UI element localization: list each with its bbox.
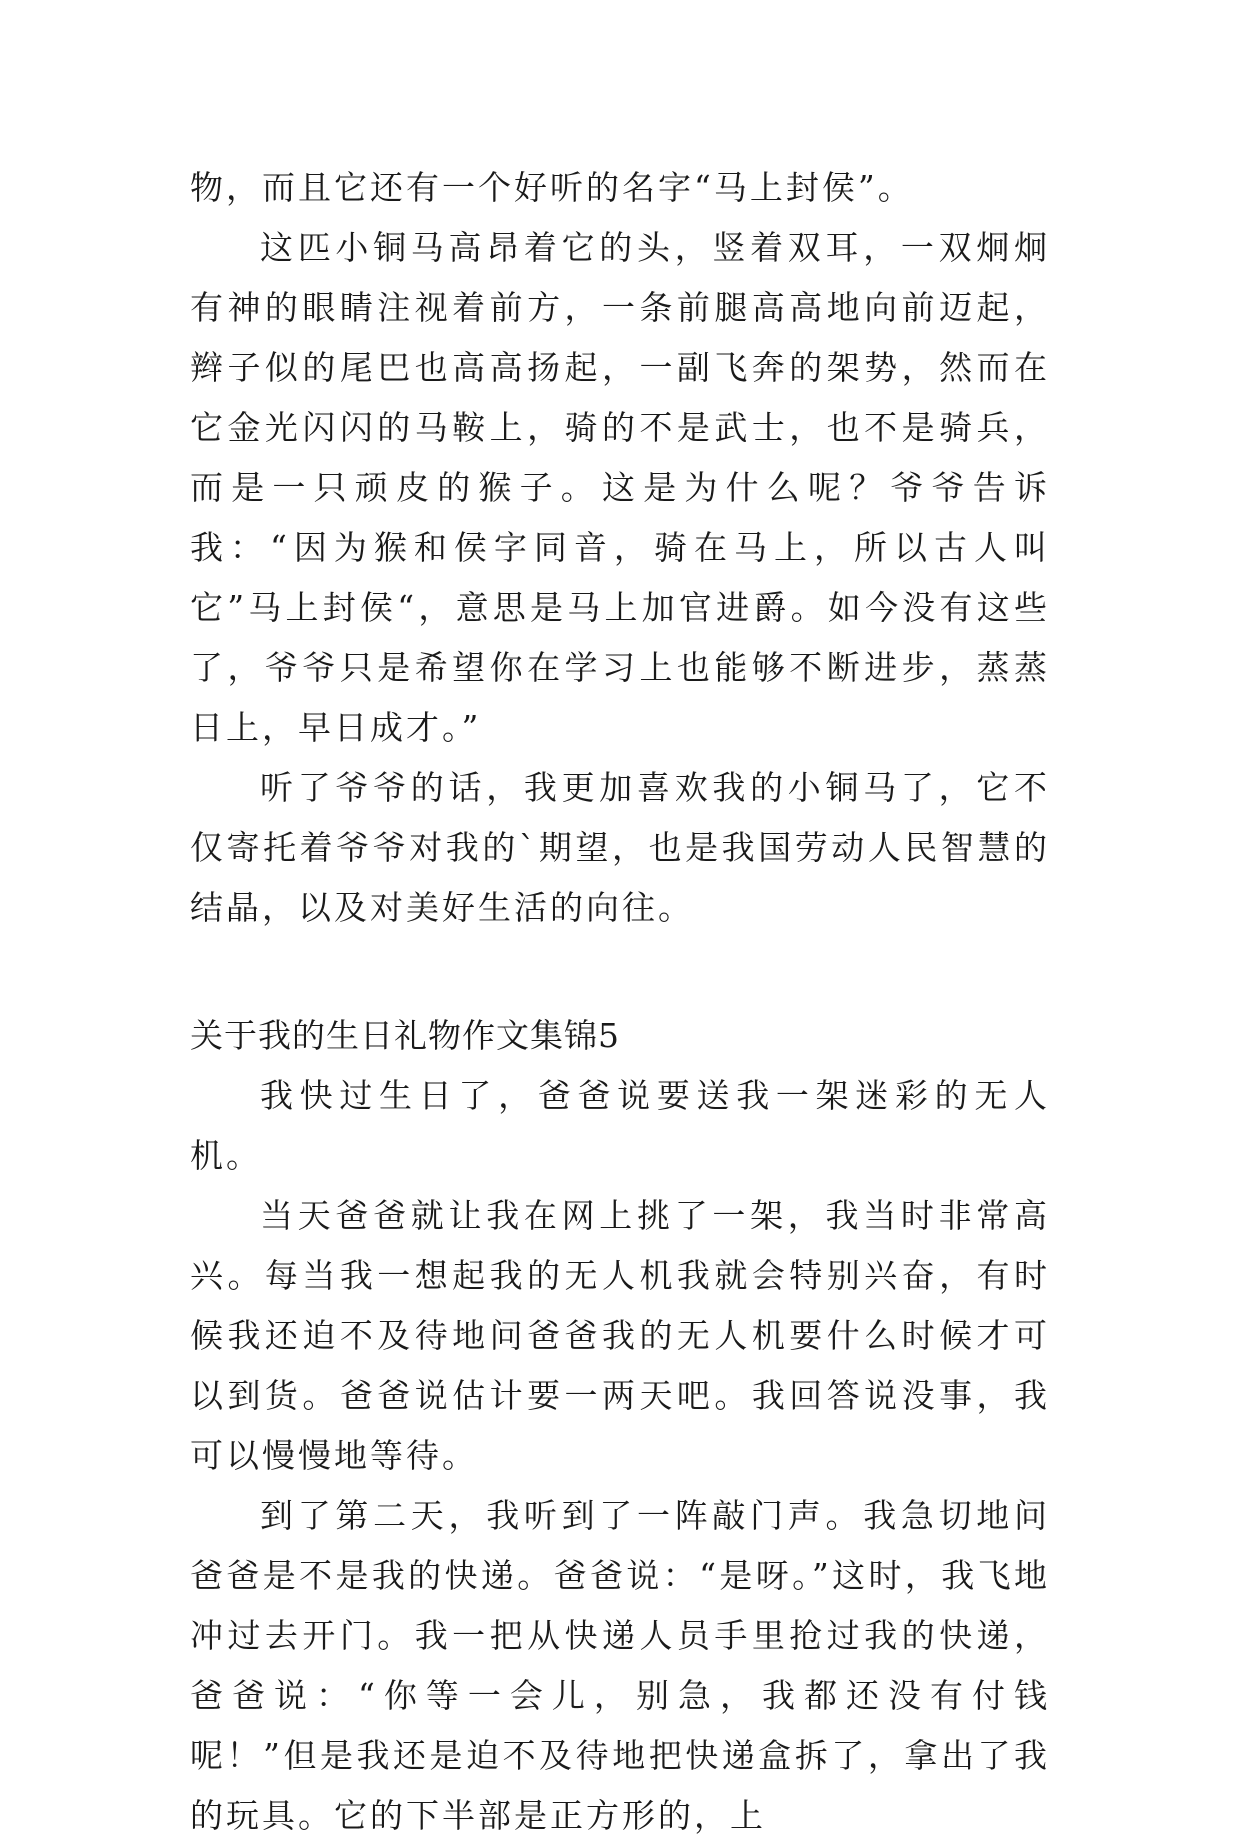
document-page — [190, 158, 1050, 1846]
paragraph-bronze-horse: 这匹小铜马高昂着它的头，竖着双耳，一双炯炯有神的眼睛注视着前方，一条前腿高高地向前迈起，辫子似的尾巴也高高扬起，一副飞奔的架势，然而在它金光闪闪的马鞍上，骑的不是武士，也不是骑兵，而是一只顽皮的猴子。这是为什么呢？爷爷告诉我：“因为猴和侯字同音，骑在马上，所以古人叫它”马上封侯“，意思是马上加官进爵。如今没有这些了，爷爷只是希望你在学习上也能够不断进步，蒸蒸日上，早日成才。” — [190, 228, 1050, 747]
section-heading: 关于我的生日礼物作文集锦5 — [190, 1016, 620, 1055]
paragraph-continuation: 物，而且它还有一个好听的名字“马上封侯”。 — [190, 168, 914, 207]
paragraph-delivery: 到了第二天，我听到了一阵敲门声。我急切地问爸爸是不是我的快递。爸爸说：“是呀。”这时，我飞地冲过去开门。我一把从快递人员手里抢过我的快递，爸爸说：“你等一会儿，别急，我都还没有付钱呢！”但是我还是迫不及待地把快递盒拆了，拿出了我的玩具。它的下半部是正方形的，上 — [190, 1496, 1050, 1835]
paragraph-birthday-intro: 我快过生日了，爸爸说要送我一架迷彩的无人机。 — [190, 1076, 1050, 1175]
paragraph-online-order: 当天爸爸就让我在网上挑了一架，我当时非常高兴。每当我一想起我的无人机我就会特别兴奋，有时候我还迫不及待地问爸爸我的无人机要什么时候才可以到货。爸爸说估计要一两天吧。我回答说没事，我可以慢慢地等待。 — [190, 1196, 1050, 1475]
paragraph-grandpa-words: 听了爷爷的话，我更加喜欢我的小铜马了，它不仅寄托着爷爷对我的`期望，也是我国劳动人民智慧的结晶，以及对美好生活的向往。 — [190, 768, 1050, 927]
